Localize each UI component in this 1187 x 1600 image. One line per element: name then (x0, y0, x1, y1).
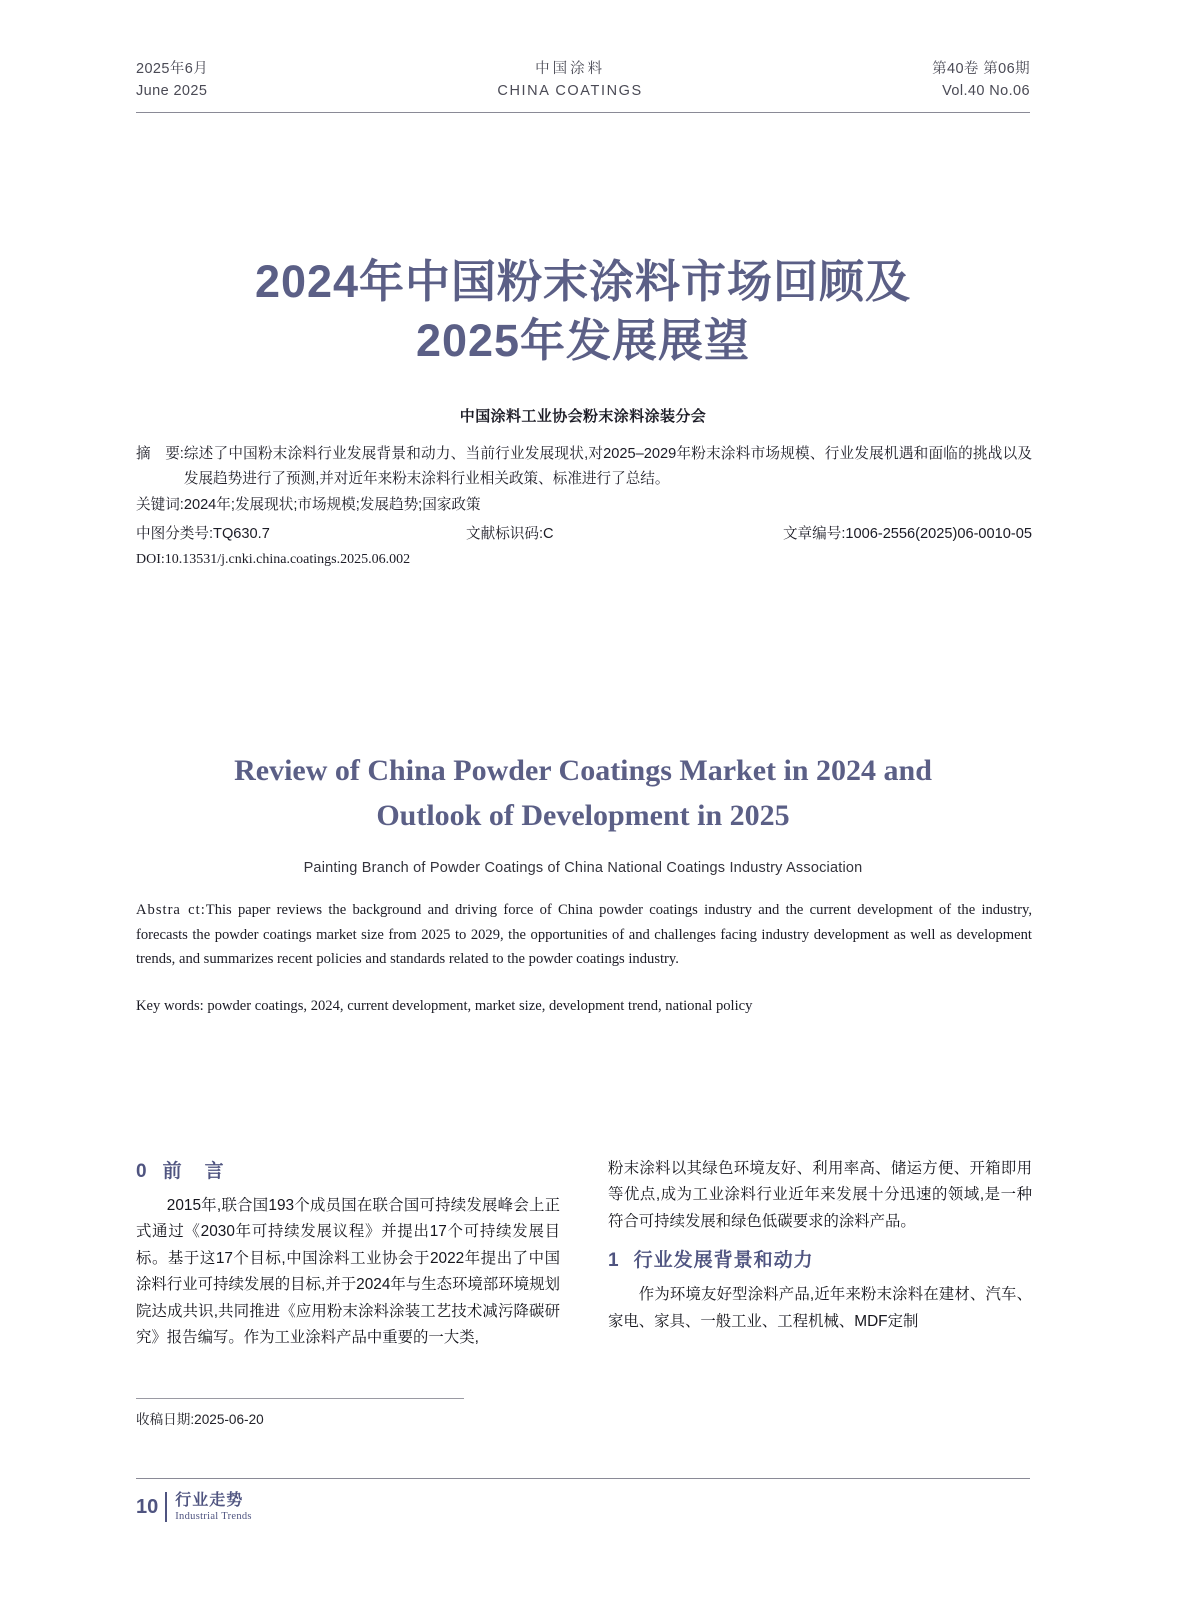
section-number-1: 1 (608, 1250, 620, 1272)
volume-issue-cn: 第40卷 第06期 (932, 61, 1030, 77)
page-title-cn-line2: 2025年发展展望 (415, 315, 751, 367)
clc-number: 中图分类号:TQ630.7 (136, 526, 270, 542)
page-title-cn (136, 252, 1030, 371)
article-meta-cn (136, 522, 1032, 547)
paragraph-section1: 作为环境友好型涂料产品,近年来粉末涂料在建材、汽车、家电、家具、一般工业、工程机械、MDF定制 (608, 1286, 1032, 1330)
page-number: 10 (136, 1495, 159, 1518)
abstract-en (136, 898, 1032, 972)
running-head-left (136, 58, 208, 103)
doi: DOI:10.13531/j.cnki.china.coatings.2025.06.002 (136, 552, 411, 567)
abstract-cn-label: 摘 要: (136, 446, 184, 462)
body-columns (136, 1156, 1032, 1394)
section-title-1: 行业发展背景和动力 (633, 1250, 814, 1272)
body-column-left (136, 1156, 560, 1394)
issue-date-cn: 2025年6月 (136, 61, 209, 77)
abstract-cn (136, 442, 1032, 518)
author-en: Painting Branch of Powder Coatings of China National Coatings Industry Association (303, 860, 863, 876)
received-date: 收稿日期:2025-06-20 (136, 1412, 264, 1427)
page-title-en-line2: Outlook of Development in 2025 (376, 799, 790, 832)
document-code: 文献标识码:C (466, 526, 554, 542)
footer-section-cn: 行业走势 (175, 1492, 244, 1510)
footer-section (175, 1492, 252, 1522)
keywords-cn: 关键词:2024年;发展现状;市场规模;发展趋势;国家政策 (136, 497, 481, 514)
page-title-cn-line1: 2024年中国粉末涂料市场回顾及 (254, 256, 912, 307)
paragraph-intro: 2015年,联合国193个成员国在联合国可持续发展峰会上正式通过《2030年可持续发展议程》并提出17个可持续发展目标。基于这17个目标,中国涂料工业协会于2022年提出了中国涂料行业可持续发展的目标,并于2024年与生态环境部环境规划院达成共识,共同推进《应用粉末涂料涂装工艺技术减污降碳研究》报告编写。作为工业涂料产品中重要的一大类, (136, 1196, 560, 1347)
section-heading-0 (136, 1156, 560, 1189)
page-title-en (136, 748, 1030, 838)
section-heading-1 (608, 1245, 1032, 1278)
abstract-en-body (136, 898, 1032, 972)
issue-date-en: June 2025 (136, 83, 208, 100)
running-head-right (932, 58, 1030, 103)
article-id: 文章编号:1006-2556(2025)06-0010-05 (782, 526, 1032, 542)
running-head (136, 58, 1030, 103)
author-cn: 中国涂料工业协会粉末涂料涂装分会 (459, 408, 707, 425)
body-column-right (608, 1156, 1032, 1394)
footer-section-en: Industrial Trends (175, 1510, 252, 1522)
abstract-cn-row (136, 442, 1032, 491)
footer-divider (136, 1478, 1030, 1479)
keywords-en-text: powder coatings, 2024, current development, market size, development trend, national policy (207, 998, 753, 1014)
abstract-cn-text: 综述了中国粉末涂料行业发展背景和动力、当前行业发展现状,对2025–2029年粉末涂料市场规模、行业发展机遇和面临的挑战以及发展趋势进行了预测,并对近年来粉末涂料行业相关政策、标准进行了总结。 (183, 446, 1032, 487)
page-title-en-line1: Review of China Powder Coatings Market in 2024 and (234, 754, 932, 787)
section-title-0: 前 言 (162, 1161, 226, 1182)
footer-bar (165, 1492, 167, 1522)
abstract-en-label: Abstra ct: (136, 902, 206, 918)
volume-issue-en: Vol.40 No.06 (942, 83, 1030, 100)
article-meta-line (136, 522, 1032, 547)
keywords-en-label: Key words: (136, 998, 204, 1014)
header-divider (136, 112, 1030, 113)
page-footer (136, 1492, 252, 1522)
paragraph-intro-continued: 粉末涂料以其绿色环境友好、利用率高、储运方便、开箱即用等优点,成为工业涂料行业近年来发展十分迅速的领域,是一种符合可持续发展和绿色低碳要求的涂料产品。 (608, 1160, 1032, 1230)
footnote-divider (136, 1398, 464, 1399)
running-head-center (497, 58, 642, 103)
section-number-0: 0 (136, 1161, 149, 1182)
journal-name-cn: 中国涂料 (535, 61, 606, 77)
journal-name-en: CHINA COATINGS (497, 83, 643, 100)
keywords-en (136, 998, 1032, 1015)
abstract-en-text: This paper reviews the background and driving force of China powder coatings industry and the current development of the industry, forecasts the powder coatings market size from 2025 to 2029, the opportunities of and challenges facing industry development as well as development trends, and summarizes recent policies and standards related to the powder coatings industry. (136, 902, 1032, 968)
